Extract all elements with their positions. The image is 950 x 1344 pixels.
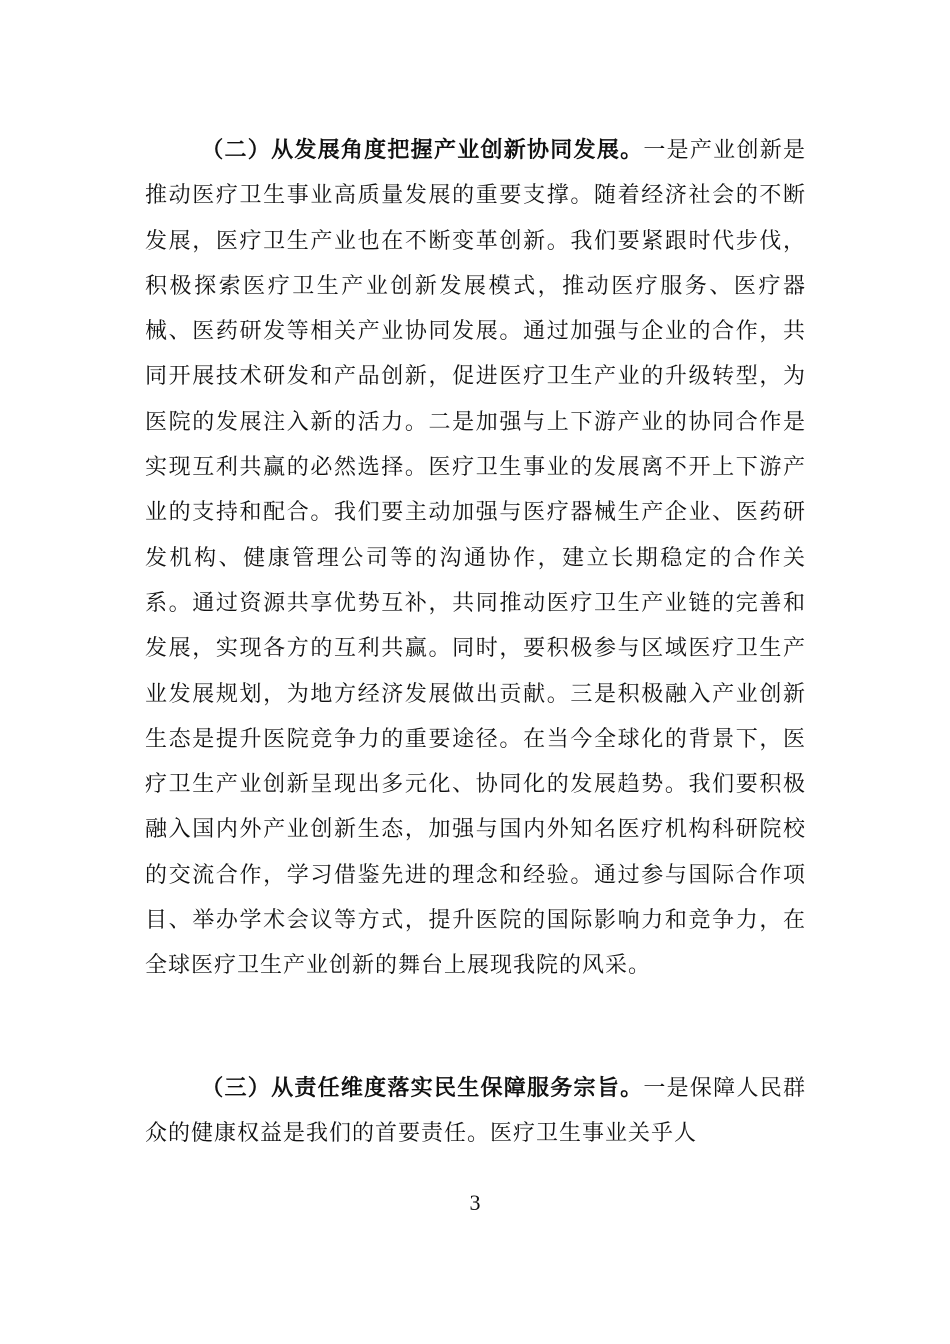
paragraph-body-2: 一是产业创新是推动医疗卫生事业高质量发展的重要支撑。随着经济社会的不断发展，医疗卫生产业也在不断变革创新。我们要紧跟时代步伐，积极探索医疗卫生产业创新发展模式，推动医疗服务、医疗器械、医药研发等相关产业协同发展。通过加强与企业的合作，共同开展技术研发和产品创新，促进医疗卫生产业的升级转型，为医院的发展注入新的活力。二是加强与上下游产业的协同合作是实现互利共赢的必然选择。医疗卫生事业的发展离不开上下游产业的支持和配合。我们要主动加强与医疗器械生产企业、医药研发机构、健康管理公司等的沟通协作，建立长期稳定的合作关系。通过资源共享优势互补，共同推动医疗卫生产业链的完善和发展，实现各方的互利共赢。同时，要积极参与区域医疗卫生产业发展规划，为地方经济发展做出贡献。三是积极融入产业创新生态是提升医院竞争力的重要途径。在当今全球化的背景下，医疗卫生产业创新呈现出多元化、协同化的发展趋势。我们要积极融入国内外产业创新生态，加强与国内外知名医疗机构科研院校的交流合作，学习借鉴先进的理念和经验。通过参与国际合作项目、举办学术会议等方式，提升医院的国际影响力和竞争力，在全球医疗卫生产业创新的舞台上展现我院的风采。 <box>145 138 806 979</box>
paragraph-section-3 <box>145 1066 806 1157</box>
paragraph-body-3: 一是保障人民群众的健康权益是我们的首要责任。医疗卫生事业关乎人 <box>145 1076 806 1147</box>
section-heading-2: （二）从发展角度把握产业创新协同发展。 <box>201 137 644 163</box>
page-number: 3 <box>469 1190 481 1215</box>
paragraph-section-2 <box>145 128 806 989</box>
section-heading-3: （三）从责任维度落实民生保障服务宗旨。 <box>201 1075 644 1101</box>
